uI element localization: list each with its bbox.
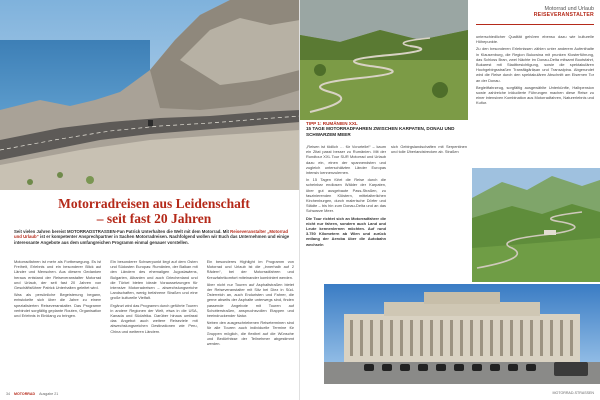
section-subtitle: REISEVERANSTALTER <box>533 12 594 18</box>
paragraph: unterschiedlicher Qualität gehören ebenso dazu wie kulturelle Höhepunkte. <box>476 34 594 45</box>
left-footer <box>6 391 294 397</box>
paragraph: Begleitfahrzeug, sorgfältig ausgewählte Unterkünfte, Halbpension sowie zahlreiche inkludierte Führungen machen diese Reise zu einer intensiven Kombination aus Motorradfahren, Naturerlebnis und Kultur. <box>476 84 594 106</box>
tip-heading: 15 TAGE MOTORRADFAHREN ZWISCHEN KARPATEN, DONAU UND SCHWARZEM MEER <box>306 126 455 137</box>
right-footer <box>394 391 594 397</box>
tip-label: TIPP 1: RUMÄNIEN XXL <box>306 121 358 126</box>
article-intro <box>14 229 294 245</box>
mountain-pass-image <box>472 168 600 282</box>
page-number: 34 <box>6 392 10 396</box>
article-headline <box>14 196 294 226</box>
intro-text-end: ist er kompetenter Ansprechpartner in Sachen Motorradreisen. Nachfolgend wollen wir Euch das Unternehmen und einige interessante Angebote aus dem umfangreichen Programm einmal genauer vorstellen. <box>14 234 290 245</box>
column-text <box>476 34 594 164</box>
paragraph: Ergänzt wird das Programm durch geführte Touren in andere Regionen der Welt, etwa in die USA, Kanada und Südafrika. Darüber hinaus umfasst das Angebot auch weitere Reiseziele mit abwechslungsreichen Destinationen wie Peru, China und weiteren Ländern. <box>110 302 198 334</box>
coastal-road-image <box>0 0 300 190</box>
serpentine-road-image <box>300 0 468 120</box>
headline-line-2: – seit fast 20 Jahren <box>96 211 212 226</box>
footer-text: MOTORRAD-STRASSEN <box>552 391 594 395</box>
intro-brand: Reiseveranstalter „Motorrad und Urlaub“ <box>14 229 288 240</box>
section-header <box>476 6 594 18</box>
tip-box <box>306 121 466 137</box>
paragraph: Neben den ausgeschriebenen Reiseterminen sind für alle Touren auch individuelle Termine für Gruppen möglich, die flexibel auf die Wünsche und Bedürfnisse der Teilnehmer abgestimmt werden. <box>206 320 294 347</box>
column-1 <box>14 259 101 389</box>
issue-label: Ausgabe 21 <box>39 392 59 396</box>
column-2 <box>110 259 197 389</box>
road-photo <box>300 0 468 120</box>
column-text <box>391 144 467 284</box>
paragraph: Motorradfahren ist mehr als Fortbewegung. Es ist Freiheit, Erlebnis und ein besonderer Blick auf Länder und Menschen. Aus diesem Gedanken heraus entstand der Reiseveranstalter Motorrad und Urlaub, der seit fast 20 Jahren von Geschäftsführer Patrick Unterhalten geleitet wird. <box>14 259 102 291</box>
left-columns <box>14 259 294 389</box>
paragraph: In 15 Tagen führt die Reise durch die scheinbar endlosen Wälder der Karpaten, über gut ausgebaute Pass-Straßen, zu faszinierenden Klöstern, mittelalterlichen Kirchenburgen, durch malerische Dörfer und Städte – bis hin zum Donau-Delta und an das Schwarze Meer. <box>306 177 386 214</box>
paragraph: Zu den besonderen Erlebnissen zählen unter anderem Aufenthalte in Klausenburg, die Region Bukowina mit prunken Klosterführung, das Schloss Bran, zwei Nächte im Donau-Delta mitsamt Bootsfahrt, Bukarest mit Stadtbesichtigung, sowie die spektakulären Hochgebirgsstraßen Transfăgărășan und Transalpina. Abgerundet wird die Reise durch den spektakulären Abschnitt am Eisernen Tor an der Donau. <box>476 46 594 83</box>
middle-column-a <box>306 144 386 284</box>
paragraph: Was als persönliche Begeisterung begann, entwickelte sich über die Jahre zu einem spezialisierten Reiseveranstalter. Das Programm verbindet sorgfältig geplante Routen, Organisation und Erlebnis in Einklang zu bringen. <box>14 292 102 319</box>
paragraph: Ein besonderes Highlight im Programm von Motorrad und Urlaub ist die „Innerhalb auf 2 Rädern“, bei der Motorradfahren und Kreuzfahrtkomfort miteinander kombiniert werden. <box>206 259 294 280</box>
paragraph: Aber nicht nur Touren auf Asphaltstraßen bietet der Reiseveranstalter mit Sitz bei Diez in Süd-Österreich an, auch Enduristen und Fahrer, die gerne abseits der Asphalte unterwegs sind, finden passende Angebote mit Touren auf Schotterstraßen, anspruchsvollen Etappen und beeindruckender Natur. <box>206 281 294 319</box>
paragraph: „Reisen ist tödlich … für Vorurteile!“ – kaum ein Zitat passt besser zu Rumänien. Mit der Rundtour XXL Tour SUR Motorrad und Urlaub dazu ein, einen der spannendsten und zugleich unterschätzten Länder Europas intensiv kennenzulernen. <box>306 144 386 176</box>
mountain-pass-photo <box>472 168 600 282</box>
paragraph: sich Gebirgslandschaften mit Serpentinen und tolle Überlandstrecken ab. Straßen <box>391 144 467 155</box>
section-title: Motorrad und Urlaub <box>544 6 594 12</box>
paragraph: Die Tour richtet sich an Motorradfahrer die nicht nur fahren, sondern auch Land und Leute kennenlernen möchten. Auf rund 3.750 Kilometern ab Wien und zurück entlang der Aeroba über die Autobahn wechseln <box>306 215 386 247</box>
right-page <box>300 0 600 400</box>
paragraph: Ein besonderer Schwerpunkt liegt auf dem Osten und Südosten Europas: Rumänien, der Balkan mit den Ländern des ehemaligen Jugoslawiens, Bulgarien, Albanien und auch Griechenland und die Türkei bieten ideale Voraussetzungen für intensive Motorradreisen – abwechslungsreiche Landschaften, wenig befahrene Straßen und eine große kulturelle Vielfalt. <box>110 259 198 301</box>
middle-column-b <box>391 144 467 284</box>
header-divider <box>476 24 594 25</box>
headline-line-1: Motorradreisen aus Leidenschaft <box>58 196 250 211</box>
hero-photo <box>0 0 300 190</box>
column-3 <box>207 259 294 389</box>
intro-text-start: Seit vielen Jahren bereist MOTORRADSTRASSEN-Fan Patrick Unterhalten die Welt mit dem Motorrad. Mit <box>14 229 229 234</box>
right-column <box>476 34 594 164</box>
column-text <box>306 144 386 284</box>
parliament-palace-image <box>324 284 600 384</box>
magazine-name: MOTORRAD <box>14 392 36 396</box>
palace-photo <box>324 284 600 384</box>
